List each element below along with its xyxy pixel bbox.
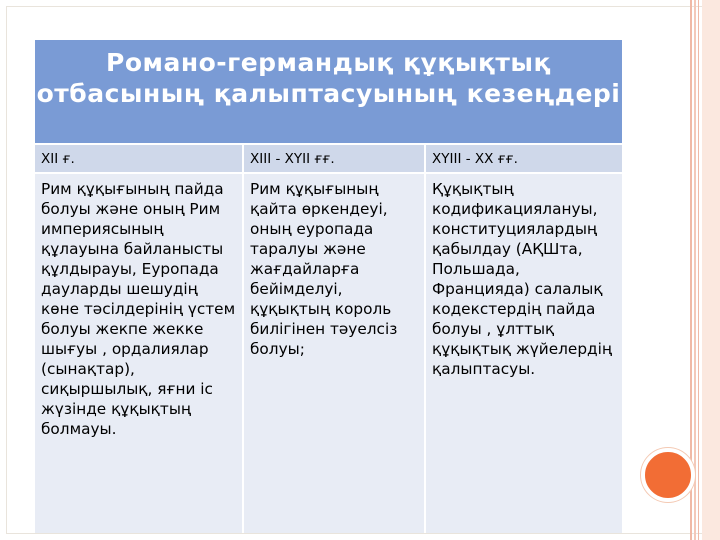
description-cell: Рим құқығының пайда болуы және оның Рим империясының құлауына байланысты құлдырауы, Еуропада дауларды шешудің көне тәсілдерінің үстем болуы жекпе жекке шығуы , ордалиялар (сынақтар), сиқыршылық, яғни іс жүзінде құқықтың болмауы.	[35, 173, 243, 533]
table-title: Романо-германдық құқықтық отбасының қалыптасуының кезеңдері	[35, 40, 622, 144]
decorative-stripes	[690, 0, 720, 540]
table-row	[35, 173, 622, 533]
description-cell: Құқықтың кодификациялануы, конституциялардың қабылдау (АҚШта, Польшада, Францияда) салалық кодекстердің пайда болуы , ұлттық құқықтық жүйелердің қалыптасуы.	[425, 173, 622, 533]
description-cell: Рим құқығының қайта өркендеуі, оның еуропада таралуы және жағдайларға бейімделуі, құқықтың король билігінен тәуелсіз болуы;	[243, 173, 425, 533]
decorative-circle	[641, 448, 695, 502]
periods-table	[35, 40, 622, 533]
period-cell: XYIII - XX ғғ.	[425, 144, 622, 173]
table-header-row	[35, 144, 622, 173]
period-cell: XII ғ.	[35, 144, 243, 173]
period-cell: XIII - XYII ғғ.	[243, 144, 425, 173]
